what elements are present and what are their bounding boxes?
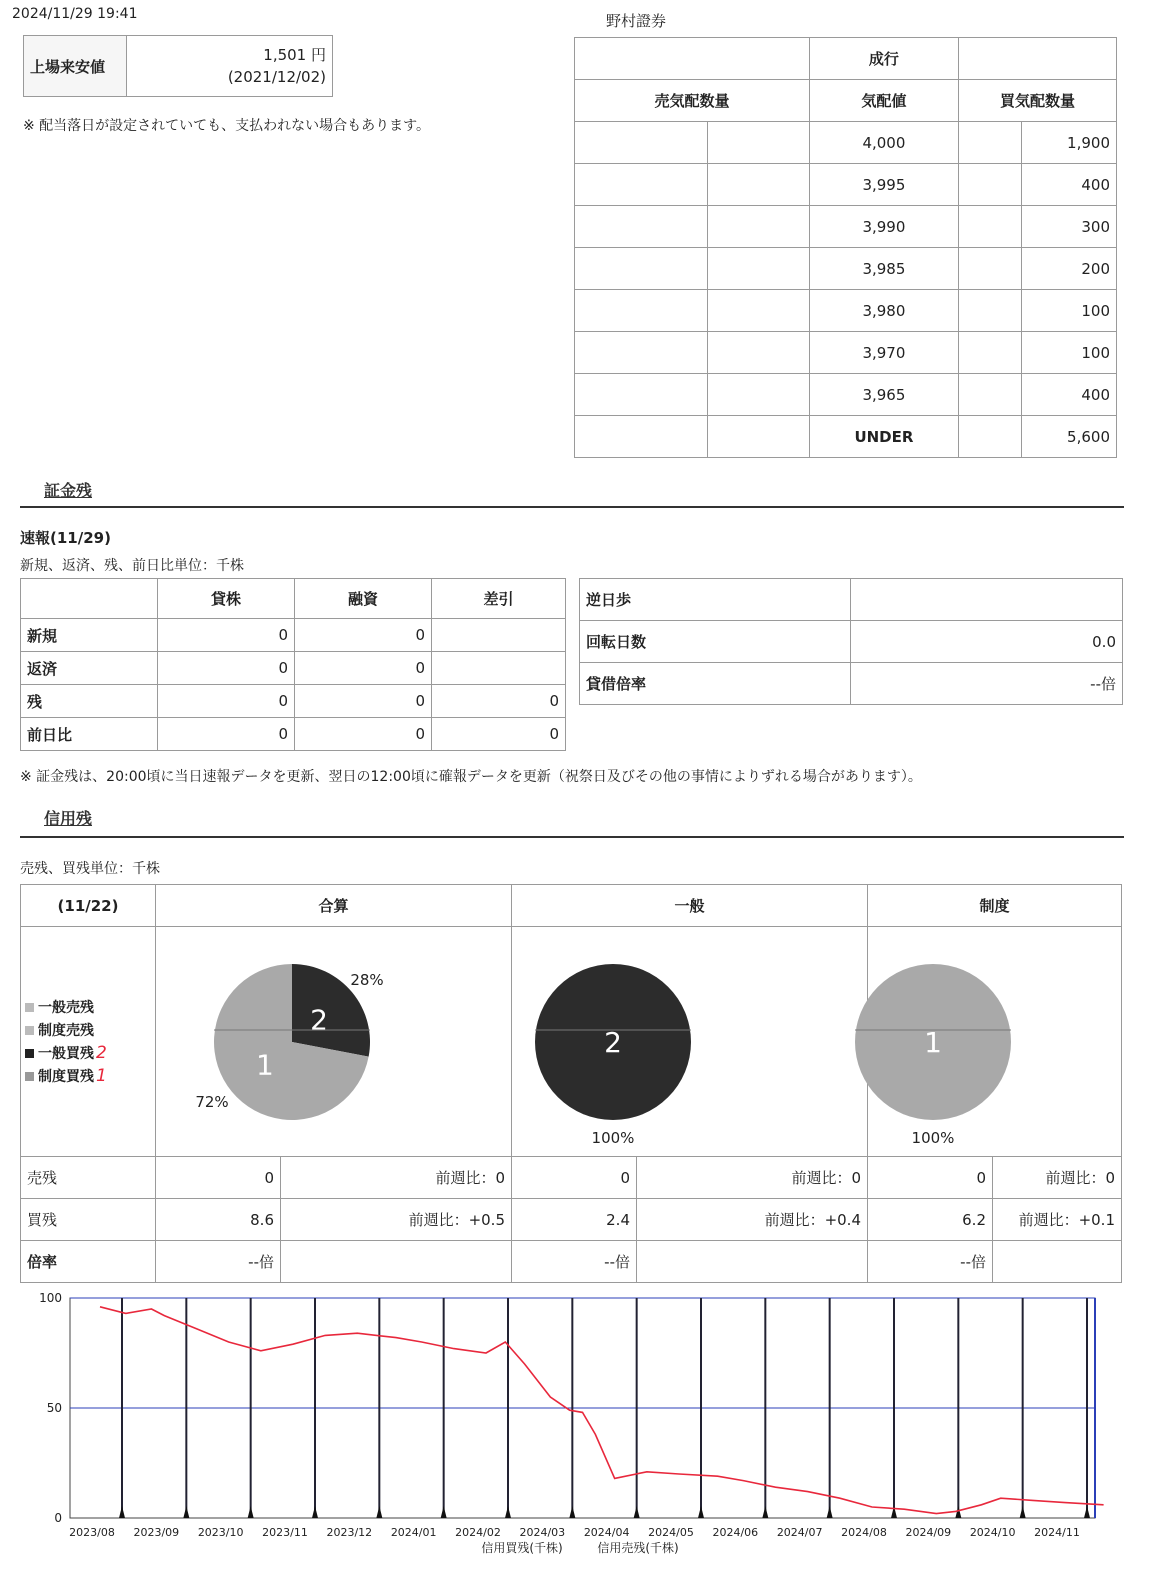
margin-row-value: 0 bbox=[158, 685, 295, 718]
credit-row bbox=[21, 1199, 1122, 1241]
margin-row-value: 0 bbox=[432, 718, 566, 751]
margin-row-label: 返済 bbox=[21, 652, 158, 685]
credit-value: --倍 bbox=[156, 1241, 281, 1283]
lending-ratio-value: --倍 bbox=[851, 663, 1123, 705]
month-marker-icon bbox=[119, 1506, 125, 1518]
col-system: 制度 bbox=[868, 885, 1122, 927]
pie-percent-label: 100% bbox=[911, 1129, 955, 1147]
margin-section-title: 証金残 bbox=[44, 481, 93, 500]
margin-row-value: 0 bbox=[295, 652, 432, 685]
credit-value: 0 bbox=[512, 1157, 637, 1199]
margin-row-label: 新規 bbox=[21, 619, 158, 652]
margin-row-value: 0 bbox=[158, 652, 295, 685]
credit-section-title: 信用残 bbox=[44, 809, 93, 828]
flash-report-date: 速報(11/29) bbox=[20, 529, 111, 547]
difference-header: 差引 bbox=[432, 579, 566, 619]
turnover-days-value: 0.0 bbox=[851, 621, 1123, 663]
quote-price: 3,990 bbox=[809, 206, 958, 248]
margin-row-label: 残 bbox=[21, 685, 158, 718]
quote-price: 3,985 bbox=[809, 248, 958, 290]
legend-sell-balance: 信用売残(千株) bbox=[597, 1541, 679, 1555]
legend-buy-balance: 信用買残(千株) bbox=[481, 1541, 563, 1555]
x-tick-label: 2023/09 bbox=[133, 1526, 180, 1539]
month-marker-icon bbox=[634, 1506, 640, 1518]
market-order-label: 成行 bbox=[809, 38, 958, 80]
turnover-days-label: 回転日数 bbox=[580, 621, 851, 663]
credit-value: 8.6 bbox=[156, 1199, 281, 1241]
month-marker-icon bbox=[505, 1506, 511, 1518]
low-date: (2021/12/02) bbox=[227, 68, 326, 86]
timestamp: 2024/11/29 19:41 bbox=[12, 6, 138, 22]
pie-slice-label: 2 bbox=[310, 1003, 328, 1037]
financing-header: 融資 bbox=[295, 579, 432, 619]
x-tick-label: 2024/09 bbox=[905, 1526, 952, 1539]
buy-qty: 400 bbox=[1021, 164, 1116, 206]
margin-row-label: 前日比 bbox=[21, 718, 158, 751]
credit-weekly-change: 前週比：0 bbox=[637, 1157, 868, 1199]
buy-qty: 100 bbox=[1021, 290, 1116, 332]
dividend-note: ※ 配当落日が設定されていても、支払われない場合もあります。 bbox=[23, 118, 431, 134]
x-tick-label: 2024/05 bbox=[648, 1526, 694, 1539]
pie-slice-label: 1 bbox=[924, 1026, 942, 1059]
pie-percent-label: 100% bbox=[591, 1129, 635, 1147]
quote-price: 3,970 bbox=[809, 332, 958, 374]
credit-weekly-change bbox=[637, 1241, 868, 1283]
low-price: 1,501 円 bbox=[263, 46, 326, 64]
credit-row bbox=[21, 1157, 1122, 1199]
credit-date: (11/22) bbox=[21, 885, 156, 927]
credit-weekly-change bbox=[993, 1241, 1122, 1283]
month-marker-icon bbox=[569, 1506, 575, 1518]
month-marker-icon bbox=[376, 1506, 382, 1518]
reverse-daily-fee-label: 逆日歩 bbox=[580, 579, 851, 621]
x-tick-label: 2024/08 bbox=[841, 1526, 887, 1539]
legend-label: 一般売残 bbox=[38, 1000, 94, 1016]
x-tick-label: 2024/11 bbox=[1034, 1526, 1080, 1539]
credit-row bbox=[21, 1241, 1122, 1283]
credit-row-label: 売残 bbox=[21, 1157, 156, 1199]
margin-row-value: 0 bbox=[295, 718, 432, 751]
month-marker-icon bbox=[248, 1506, 254, 1518]
month-marker-icon bbox=[1020, 1506, 1026, 1518]
y-tick-label: 50 bbox=[46, 1401, 62, 1415]
credit-weekly-change: 前週比：+0.5 bbox=[281, 1199, 512, 1241]
x-tick-label: 2024/06 bbox=[712, 1526, 759, 1539]
x-tick-label: 2023/12 bbox=[326, 1526, 373, 1539]
margin-row-value: 0 bbox=[158, 619, 295, 652]
pie-slice-label: 1 bbox=[256, 1048, 274, 1082]
quote-price: 3,995 bbox=[809, 164, 958, 206]
credit-value: --倍 bbox=[512, 1241, 637, 1283]
credit-weekly-change: 前週比：0 bbox=[281, 1157, 512, 1199]
margin-row-value: 0 bbox=[295, 619, 432, 652]
x-tick-label: 2023/11 bbox=[262, 1526, 308, 1539]
margin-unit-note: 新規、返済、残、前日比単位：千株 bbox=[20, 558, 244, 574]
credit-row-label: 倍率 bbox=[21, 1241, 156, 1283]
quote-price: 3,980 bbox=[809, 290, 958, 332]
x-tick-label: 2024/02 bbox=[455, 1526, 501, 1539]
lending-ratio-label: 貸借倍率 bbox=[580, 663, 851, 705]
month-marker-icon bbox=[827, 1506, 833, 1518]
buy-qty: 300 bbox=[1021, 206, 1116, 248]
margin-row-value: 0 bbox=[158, 718, 295, 751]
pie-percent-label: 72% bbox=[195, 1093, 229, 1111]
legend-label: 制度売残 bbox=[38, 1023, 94, 1039]
buy-qty: 400 bbox=[1021, 374, 1116, 416]
month-marker-icon bbox=[1084, 1506, 1090, 1518]
lending-header: 貸株 bbox=[158, 579, 295, 619]
y-tick-label: 100 bbox=[39, 1291, 62, 1305]
x-tick-label: 2023/08 bbox=[69, 1526, 115, 1539]
month-marker-icon bbox=[183, 1506, 189, 1518]
buy-qty: 100 bbox=[1021, 332, 1116, 374]
pie-percent-label: 28% bbox=[350, 971, 384, 989]
credit-unit-note: 売残、買残単位：千株 bbox=[20, 861, 160, 877]
buy-qty-header: 買気配数量 bbox=[958, 80, 1116, 122]
col-combined: 合算 bbox=[156, 885, 512, 927]
month-marker-icon bbox=[441, 1506, 447, 1518]
buy-qty: 1,900 bbox=[1021, 122, 1116, 164]
month-marker-icon bbox=[698, 1506, 704, 1518]
month-marker-icon bbox=[762, 1506, 768, 1518]
credit-weekly-change: 前週比：+0.4 bbox=[637, 1199, 868, 1241]
low-since-listing-label: 上場来安値 bbox=[24, 36, 127, 97]
buy-qty: 200 bbox=[1021, 248, 1116, 290]
credit-weekly-change: 前週比：+0.1 bbox=[993, 1199, 1122, 1241]
col-general: 一般 bbox=[512, 885, 868, 927]
margin-row-value: 0 bbox=[295, 685, 432, 718]
x-tick-label: 2024/10 bbox=[969, 1526, 1016, 1539]
buy-qty: 5,600 bbox=[1021, 416, 1116, 458]
x-tick-label: 2024/01 bbox=[390, 1526, 437, 1539]
margin-update-note: ※ 証金残は、20:00頃に当日速報データを更新、翌日の12:00頃に確報データを更新（祝祭日及びその他の事情によりずれる場合があります）。 bbox=[20, 769, 922, 785]
margin-row-value: 0 bbox=[432, 685, 566, 718]
month-marker-icon bbox=[312, 1506, 318, 1518]
price-header: 気配値 bbox=[809, 80, 958, 122]
credit-value: 0 bbox=[156, 1157, 281, 1199]
credit-weekly-change bbox=[281, 1241, 512, 1283]
x-tick-label: 2024/04 bbox=[583, 1526, 630, 1539]
legend-label: 一般買残 bbox=[38, 1046, 94, 1062]
sell-qty-header: 売気配数量 bbox=[575, 80, 810, 122]
y-tick-label: 0 bbox=[54, 1511, 62, 1525]
credit-value: 6.2 bbox=[868, 1199, 993, 1241]
legend-handwritten-mark: 2 bbox=[96, 1043, 107, 1063]
x-tick-label: 2024/03 bbox=[519, 1526, 566, 1539]
quote-price: 4,000 bbox=[809, 122, 958, 164]
legend-handwritten-mark: 1 bbox=[96, 1066, 107, 1086]
x-tick-label: 2024/07 bbox=[776, 1526, 823, 1539]
x-tick-label: 2023/10 bbox=[197, 1526, 244, 1539]
credit-value: --倍 bbox=[868, 1241, 993, 1283]
credit-weekly-change: 前週比：0 bbox=[993, 1157, 1122, 1199]
legend-label: 制度買残 bbox=[38, 1069, 94, 1085]
pie-slice-label: 2 bbox=[604, 1026, 622, 1059]
credit-value: 0 bbox=[868, 1157, 993, 1199]
credit-row-label: 買残 bbox=[21, 1199, 156, 1241]
credit-trend-chart bbox=[0, 1288, 1150, 1592]
quote-price: UNDER bbox=[809, 416, 958, 458]
quote-price: 3,965 bbox=[809, 374, 958, 416]
broker-name: 野村證券 bbox=[606, 12, 667, 30]
credit-value: 2.4 bbox=[512, 1199, 637, 1241]
